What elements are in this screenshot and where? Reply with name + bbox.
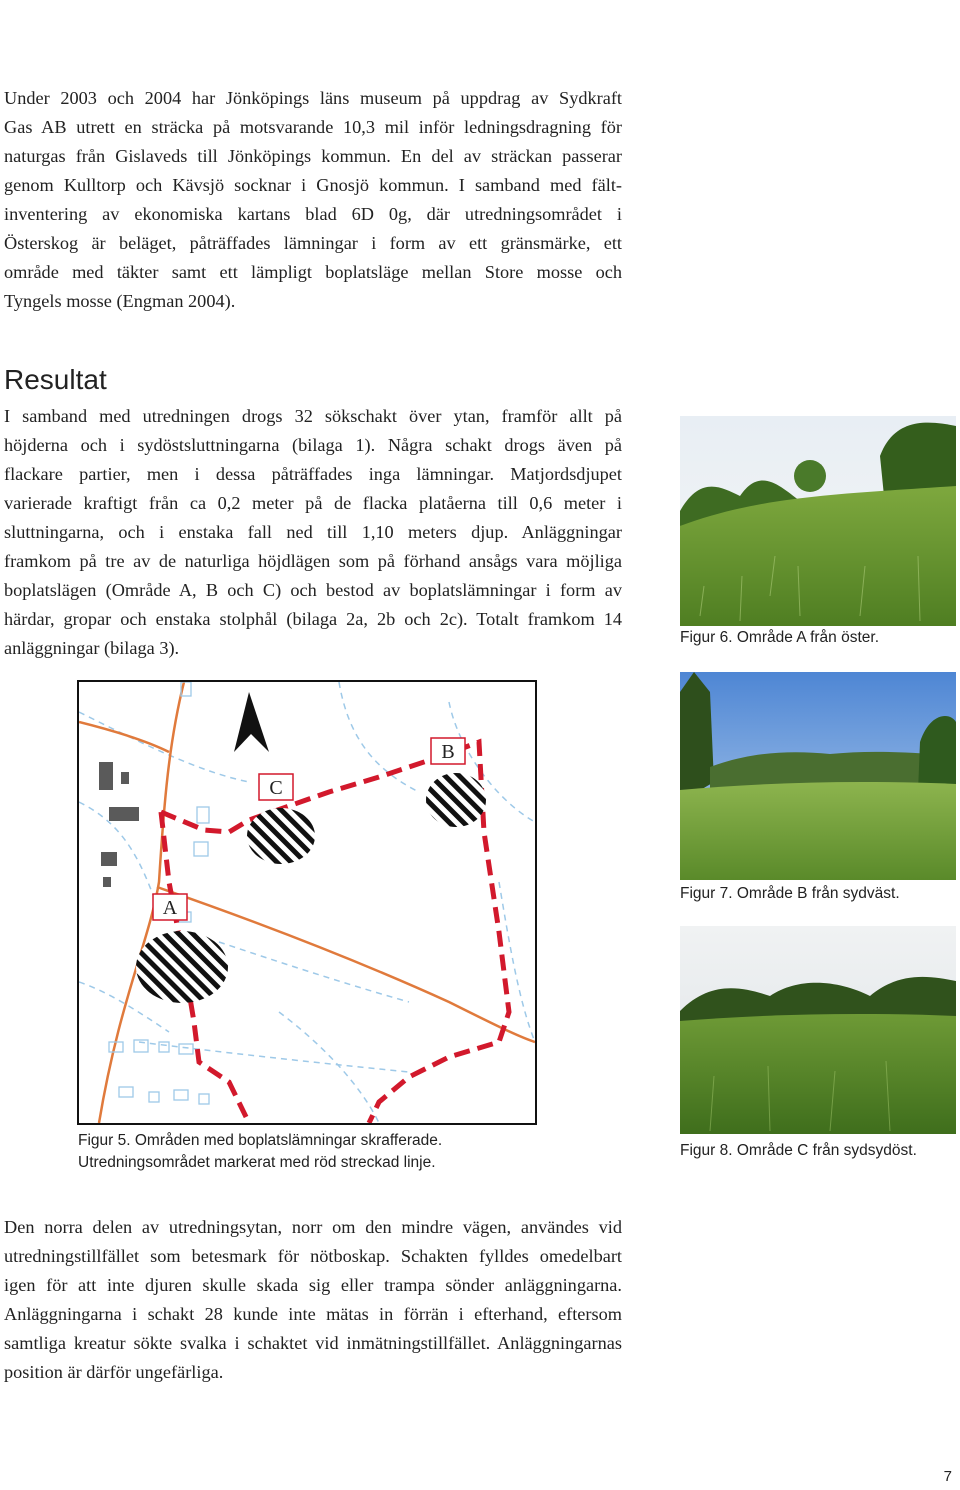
intro-line: Tyngels mosse (Engman 2004). xyxy=(4,291,236,311)
intro-line: Gas AB utrett en sträcka på motsvarande 10,3 mil inför ledningsdragning för xyxy=(4,117,622,137)
hatch-area-b xyxy=(426,773,486,827)
closing-line: Anläggningarna i schakt 28 kunde inte mätas in förrän i efterhand, eftersom xyxy=(4,1304,622,1324)
north-arrow-icon xyxy=(234,692,269,752)
intro-line: Under 2003 och 2004 har Jönköpings läns museum på uppdrag av Sydkraft xyxy=(4,88,622,108)
caption-figur-6: Figur 6. Område A från öster. xyxy=(680,629,880,646)
intro-paragraph xyxy=(4,84,622,316)
section-heading-resultat: Resultat xyxy=(4,364,107,395)
intro-line: inventering av ekonomiska kartans blad 6D 0g, där utredningsområdet i xyxy=(4,204,622,224)
map-label-b: B xyxy=(441,741,455,763)
closing-line: samtliga kreatur sökte svalka i schaktet vid inmätningstillfället. Anläggningarnas xyxy=(4,1333,622,1353)
resultat-line: boplatslägen (Område A, B och C) och bestod av boplatslämningar i form av xyxy=(4,580,622,600)
resultat-line: I samband med utredningen drogs 32 sökschakt över ytan, framför allt på xyxy=(4,406,622,426)
resultat-line: sluttningarna, och i enstaka fall ned till 1,10 meters djup. Anläggningar xyxy=(4,522,622,542)
map-figur-5 xyxy=(77,680,537,1125)
closing-line: Den norra delen av utredningsytan, norr om den mindre vägen, användes vid xyxy=(4,1217,622,1237)
caption-figur-5-line1: Figur 5. Områden med boplatslämningar skrafferade. xyxy=(78,1132,443,1149)
caption-figur-8: Figur 8. Område C från sydsydöst. xyxy=(680,1142,917,1159)
resultat-line: flackare partier, men i dessa påträffades inga lämningar. Matjordsdjupet xyxy=(4,464,622,484)
closing-line: utredningstillfället som betesmark för nötboskap. Schakten fylldes omedelbart xyxy=(4,1246,622,1266)
resultat-line: härdar, gropar och enstaka stolphål (bilaga 2a, 2b och 2c). Totalt framkom 14 xyxy=(4,609,622,629)
resultat-line: anläggningar (bilaga 3). xyxy=(4,638,180,658)
hatch-area-c xyxy=(247,808,315,864)
closing-line: igen för att inte djuren skulle skada sig eller trampa sönder anläggningarna. xyxy=(4,1275,622,1295)
resultat-paragraph xyxy=(4,402,622,663)
page-number: 7 xyxy=(943,1468,952,1485)
intro-line: naturgas från Gislaveds till Jönköpings kommun. En del av sträckan passerar xyxy=(4,146,622,166)
photo-omrade-c xyxy=(680,926,956,1134)
resultat-line: varierade kraftigt från ca 0,2 meter på de flacka platåerna till 0,6 meter i xyxy=(4,493,622,513)
closing-paragraph xyxy=(4,1213,622,1387)
caption-figur-5 xyxy=(78,1130,442,1174)
closing-line: position är därför ungefärliga. xyxy=(4,1362,224,1382)
caption-figur-7: Figur 7. Område B från sydväst. xyxy=(680,885,900,902)
resultat-line: höjderna och i sydöstsluttningarna (bilaga 1). Några schakt drogs även på xyxy=(4,435,622,455)
intro-line: genom Kulltorp och Kävsjö socknar i Gnosjö kommun. I samband med fält- xyxy=(4,175,622,195)
map-label-c: C xyxy=(269,777,283,799)
photo-omrade-b xyxy=(680,672,956,880)
map-label-a: A xyxy=(162,897,178,919)
caption-figur-5-line2: Utredningsområdet markerat med röd streckad linje. xyxy=(78,1154,436,1171)
photo-omrade-a xyxy=(680,416,956,626)
hatch-area-a xyxy=(136,931,228,1003)
intro-line: Österskog är beläget, påträffades lämningar i form av ett gränsmärke, ett xyxy=(4,233,622,253)
resultat-line: framkom på tre av de naturliga höjdlägen som på förhand ansågs vara möjliga xyxy=(4,551,622,571)
intro-line: område med täkter samt ett lämpligt boplatsläge mellan Store mosse och xyxy=(4,262,622,282)
